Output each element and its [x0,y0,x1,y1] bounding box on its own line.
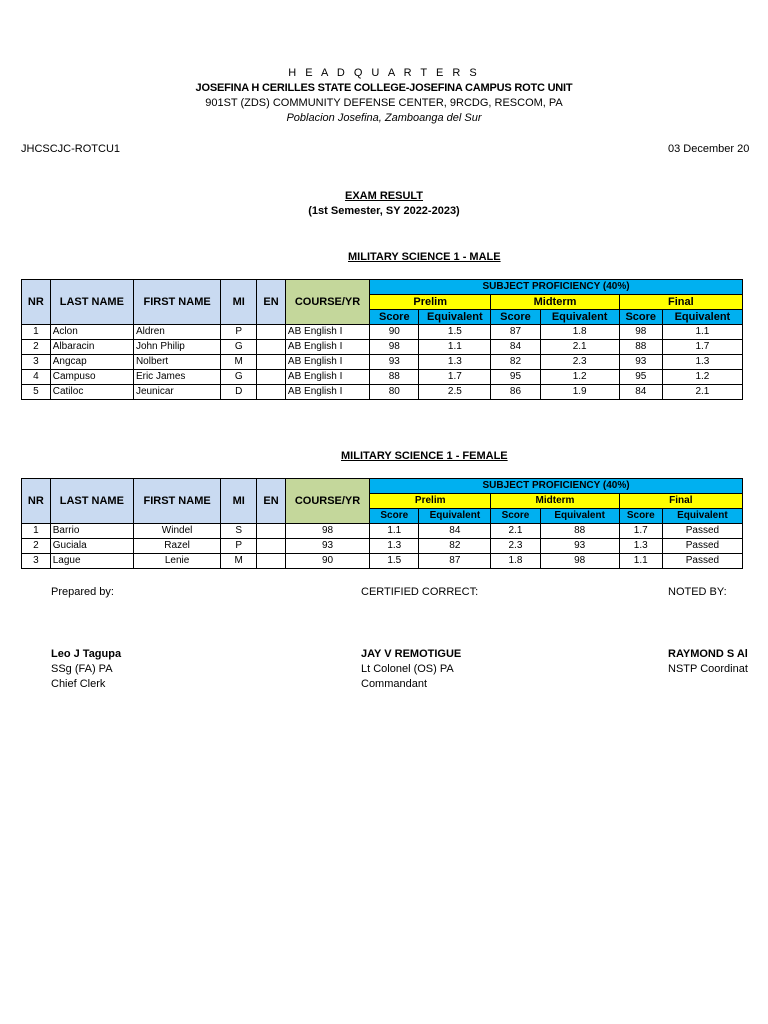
table-row [22,325,743,340]
cell-midterm-equivalent: 88 [540,524,619,539]
cell-midterm-score: 95 [491,370,540,385]
cell-midterm-score: 86 [491,385,540,400]
cell-midterm-equivalent: 1.9 [540,385,619,400]
certified-by-position: Commandant [361,678,428,690]
cell-mi: M [221,554,257,569]
cell-midterm-score: 2.3 [491,539,540,554]
cell-nr: 5 [22,385,51,400]
cell-en [257,524,286,539]
cell-prelim-score: 88 [370,370,419,385]
cell-first-name: John Philip [133,340,220,355]
cell-course: 90 [285,554,369,569]
document-date: 03 December 20 [668,143,750,155]
col-mi: MI [221,280,257,325]
cell-first-name: Razel [133,539,220,554]
certified-by-name: JAY V REMOTIGUE [361,648,462,660]
cell-en [257,325,286,340]
col-midterm-score: Score [491,509,540,524]
cell-prelim-equivalent: 84 [419,524,491,539]
col-final-score: Score [619,310,662,325]
cell-mi: G [221,370,257,385]
cell-nr: 4 [22,370,51,385]
prepared-by-name: Leo J Tagupa [51,648,122,660]
cell-en [257,340,286,355]
cell-prelim-equivalent: 82 [419,539,491,554]
cell-course: AB English I [285,325,369,340]
unit-name: 901ST (ZDS) COMMUNITY DEFENSE CENTER, 9RCDG, RESCOM, PA [205,97,563,109]
cell-prelim-score: 90 [370,325,419,340]
cell-midterm-equivalent: 2.1 [540,340,619,355]
col-en: EN [257,280,286,325]
cell-final-equivalent: 1.1 [662,325,742,340]
col-mi: MI [221,479,257,524]
cell-last-name: Campuso [50,370,133,385]
cell-final-score: 88 [619,340,662,355]
cell-first-name: Nolbert [133,355,220,370]
cell-midterm-score: 84 [491,340,540,355]
noted-by-label: NOTED BY: [668,586,727,598]
table-row [22,370,743,385]
school-name: JOSEFINA H CERILLES STATE COLLEGE-JOSEFINA CAMPUS ROTC UNIT [195,82,573,94]
table-row [22,355,743,370]
cell-last-name: Barrio [50,524,133,539]
cell-final-equivalent: Passed [662,539,742,554]
col-course: COURSE/YR [285,479,369,524]
cell-midterm-equivalent: 1.8 [540,325,619,340]
cell-prelim-equivalent: 1.7 [419,370,491,385]
cell-course: AB English I [285,355,369,370]
cell-last-name: Guciala [50,539,133,554]
cell-final-score: 1.1 [619,554,662,569]
cell-nr: 3 [22,355,51,370]
cell-nr: 2 [22,340,51,355]
col-subject-proficiency: SUBJECT PROFICIENCY (40%) [370,280,743,295]
col-prelim: Prelim [370,295,491,310]
cell-mi: P [221,539,257,554]
cell-mi: G [221,340,257,355]
col-prelim-equivalent: Equivalent [419,310,491,325]
cell-mi: P [221,325,257,340]
cell-nr: 1 [22,325,51,340]
cell-mi: D [221,385,257,400]
reference-code: JHCSCJC-ROTCU1 [21,143,120,155]
cell-prelim-score: 98 [370,340,419,355]
cell-nr: 2 [22,539,51,554]
cell-midterm-equivalent: 98 [540,554,619,569]
prepared-by-position: Chief Clerk [51,678,106,690]
col-prelim-score: Score [370,509,419,524]
table-row [22,385,743,400]
col-final: Final [619,295,742,310]
cell-course: 98 [285,524,369,539]
certified-by-rank: Lt Colonel (OS) PA [361,663,454,675]
cell-first-name: Windel [133,524,220,539]
cell-final-score: 98 [619,325,662,340]
cell-midterm-score: 87 [491,325,540,340]
col-en: EN [257,479,286,524]
col-nr: NR [22,479,51,524]
col-last-name: LAST NAME [50,479,133,524]
table-row [22,524,743,539]
cell-course: AB English I [285,370,369,385]
col-subject-proficiency: SUBJECT PROFICIENCY (40%) [370,479,743,494]
female-table-title: MILITARY SCIENCE 1 - FEMALE [341,450,508,462]
col-nr: NR [22,280,51,325]
cell-prelim-equivalent: 1.5 [419,325,491,340]
cell-last-name: Catiloc [50,385,133,400]
cell-prelim-score: 1.1 [370,524,419,539]
cell-course: 93 [285,539,369,554]
cell-last-name: Lague [50,554,133,569]
noted-by-name: RAYMOND S Al [668,648,748,660]
cell-course: AB English I [285,340,369,355]
cell-first-name: Jeunicar [133,385,220,400]
col-midterm-equivalent: Equivalent [540,310,619,325]
cell-prelim-equivalent: 2.5 [419,385,491,400]
cell-midterm-equivalent: 2.3 [540,355,619,370]
cell-first-name: Eric James [133,370,220,385]
cell-prelim-score: 1.5 [370,554,419,569]
cell-final-equivalent: 2.1 [662,385,742,400]
exam-title: EXAM RESULT [344,190,424,202]
col-midterm: Midterm [491,295,619,310]
col-midterm-score: Score [491,310,540,325]
address: Poblacion Josefina, Zamboanga del Sur [286,112,482,124]
cell-midterm-score: 1.8 [491,554,540,569]
cell-prelim-score: 93 [370,355,419,370]
cell-prelim-equivalent: 1.3 [419,355,491,370]
col-final-score: Score [619,509,662,524]
cell-prelim-score: 80 [370,385,419,400]
headquarters-heading: H E A D Q U A R T E R S [288,67,480,79]
col-final: Final [619,494,742,509]
cell-midterm-score: 2.1 [491,524,540,539]
cell-nr: 3 [22,554,51,569]
cell-final-score: 93 [619,355,662,370]
col-midterm: Midterm [491,494,619,509]
col-prelim-score: Score [370,310,419,325]
col-prelim: Prelim [370,494,491,509]
cell-en [257,554,286,569]
cell-last-name: Albaracin [50,340,133,355]
cell-midterm-equivalent: 1.2 [540,370,619,385]
table-row [22,340,743,355]
cell-final-score: 1.7 [619,524,662,539]
cell-prelim-equivalent: 1.1 [419,340,491,355]
col-final-equivalent: Equivalent [662,310,742,325]
cell-prelim-equivalent: 87 [419,554,491,569]
cell-course: AB English I [285,385,369,400]
cell-first-name: Lenie [133,554,220,569]
cell-mi: M [221,355,257,370]
cell-final-equivalent: Passed [662,524,742,539]
cell-last-name: Angcap [50,355,133,370]
prepared-by-rank: SSg (FA) PA [51,663,113,675]
cell-final-equivalent: Passed [662,554,742,569]
col-final-equivalent: Equivalent [662,509,742,524]
col-first-name: FIRST NAME [133,280,220,325]
cell-final-score: 1.3 [619,539,662,554]
noted-by-rank: NSTP Coordinat [668,663,748,675]
cell-final-equivalent: 1.2 [662,370,742,385]
cell-final-score: 84 [619,385,662,400]
cell-first-name: Aldren [133,325,220,340]
certified-correct-label: CERTIFIED CORRECT: [361,586,479,598]
col-last-name: LAST NAME [50,280,133,325]
cell-en [257,539,286,554]
cell-en [257,355,286,370]
cell-midterm-score: 82 [491,355,540,370]
cell-en [257,370,286,385]
cell-mi: S [221,524,257,539]
col-midterm-equivalent: Equivalent [540,509,619,524]
male-table-title: MILITARY SCIENCE 1 - MALE [348,251,501,263]
cell-en [257,385,286,400]
col-prelim-equivalent: Equivalent [419,509,491,524]
cell-prelim-score: 1.3 [370,539,419,554]
exam-subtitle: (1st Semester, SY 2022-2023) [308,205,460,217]
cell-final-equivalent: 1.7 [662,340,742,355]
col-course: COURSE/YR [285,280,369,325]
cell-midterm-equivalent: 93 [540,539,619,554]
prepared-by-label: Prepared by: [51,586,114,598]
cell-nr: 1 [22,524,51,539]
cell-final-equivalent: 1.3 [662,355,742,370]
cell-last-name: Aclon [50,325,133,340]
table-row [22,539,743,554]
male-results-table [21,279,743,400]
female-results-table [21,478,743,569]
table-row [22,554,743,569]
col-first-name: FIRST NAME [133,479,220,524]
cell-final-score: 95 [619,370,662,385]
